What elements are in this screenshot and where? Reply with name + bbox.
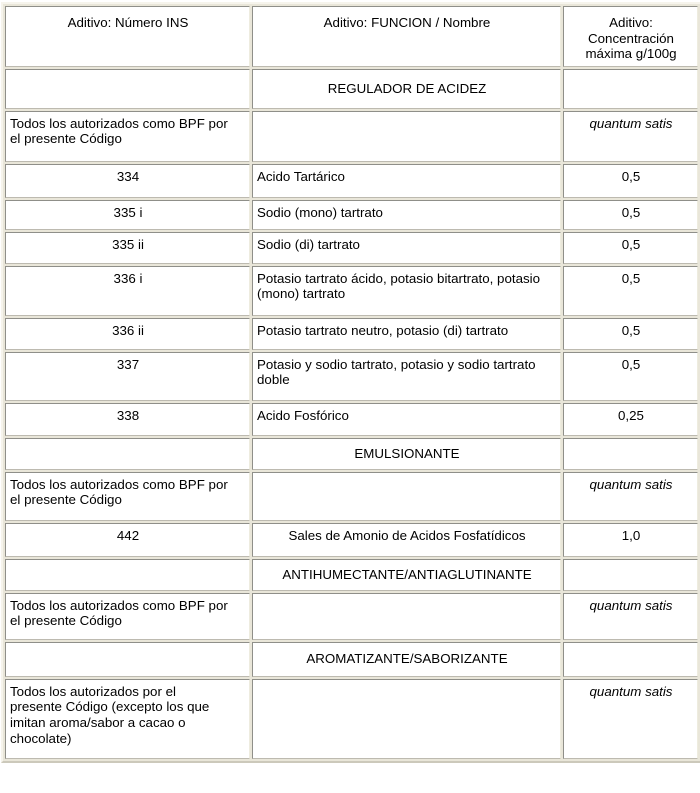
ins-cell: 336 ii [5,318,250,350]
table-row [5,472,698,521]
ins-cell: 335 ii [5,232,250,264]
ins-cell: 334 [5,164,250,198]
section-title-cell: REGULADOR DE ACIDEZ [252,69,561,109]
section-row [5,69,698,109]
max-cell: 0,5 [563,232,698,264]
table-row [5,266,698,316]
ins-cell: Todos los autorizados como BPF por el presente Código [5,111,250,162]
ins-cell: 335 i [5,200,250,230]
function-name-cell: Sodio (mono) tartrato [252,200,561,230]
table-row [5,164,698,198]
ins-cell [5,438,250,470]
max-cell [563,559,698,591]
column-header-max-concentration: Aditivo: Concentración máxima g/100g [563,6,698,67]
max-cell: 1,0 [563,523,698,557]
max-cell [563,642,698,677]
max-cell: quantum satis [563,593,698,640]
table-row [5,352,698,401]
section-row [5,559,698,591]
table-row [5,200,698,230]
column-header-function-name: Aditivo: FUNCION / Nombre [252,6,561,67]
section-title-cell: ANTIHUMECTANTE/ANTIAGLUTINANTE [252,559,561,591]
max-cell: 0,5 [563,200,698,230]
max-cell [563,438,698,470]
ins-cell [5,642,250,677]
function-name-cell [252,679,561,759]
max-cell: quantum satis [563,472,698,521]
section-row [5,438,698,470]
function-name-cell: Acido Tartárico [252,164,561,198]
max-cell: 0,25 [563,403,698,436]
table-row [5,318,698,350]
section-title-cell: EMULSIONANTE [252,438,561,470]
max-cell [563,69,698,109]
function-name-cell: Potasio y sodio tartrato, potasio y sodio tartrato doble [252,352,561,401]
table-row [5,111,698,162]
function-name-cell: Potasio tartrato neutro, potasio (di) tartrato [252,318,561,350]
table-row [5,232,698,264]
function-name-cell: Acido Fosfórico [252,403,561,436]
function-name-cell: Potasio tartrato ácido, potasio bitartrato, potasio (mono) tartrato [252,266,561,316]
ins-cell: Todos los autorizados como BPF por el presente Código [5,593,250,640]
function-name-cell: Sodio (di) tartrato [252,232,561,264]
function-name-cell: Sales de Amonio de Acidos Fosfatídicos [252,523,561,557]
ins-cell [5,559,250,591]
max-cell: 0,5 [563,266,698,316]
column-header-ins: Aditivo: Número INS [5,6,250,67]
additives-table [1,2,700,763]
ins-cell: 336 i [5,266,250,316]
table-row [5,679,698,759]
max-cell: 0,5 [563,318,698,350]
ins-cell: Todos los autorizados por el presente Código (excepto los que imitan aroma/sabor a cacao o chocolate) [5,679,250,759]
table-header-row [5,6,698,67]
max-cell: quantum satis [563,679,698,759]
max-cell: 0,5 [563,352,698,401]
ins-cell: Todos los autorizados como BPF por el presente Código [5,472,250,521]
max-cell: 0,5 [563,164,698,198]
max-cell: quantum satis [563,111,698,162]
ins-cell: 442 [5,523,250,557]
ins-cell [5,69,250,109]
function-name-cell [252,593,561,640]
section-row [5,642,698,677]
table-row [5,523,698,557]
ins-cell: 337 [5,352,250,401]
table-row [5,403,698,436]
function-name-cell [252,472,561,521]
table-row [5,593,698,640]
section-title-cell: AROMATIZANTE/SABORIZANTE [252,642,561,677]
ins-cell: 338 [5,403,250,436]
function-name-cell [252,111,561,162]
